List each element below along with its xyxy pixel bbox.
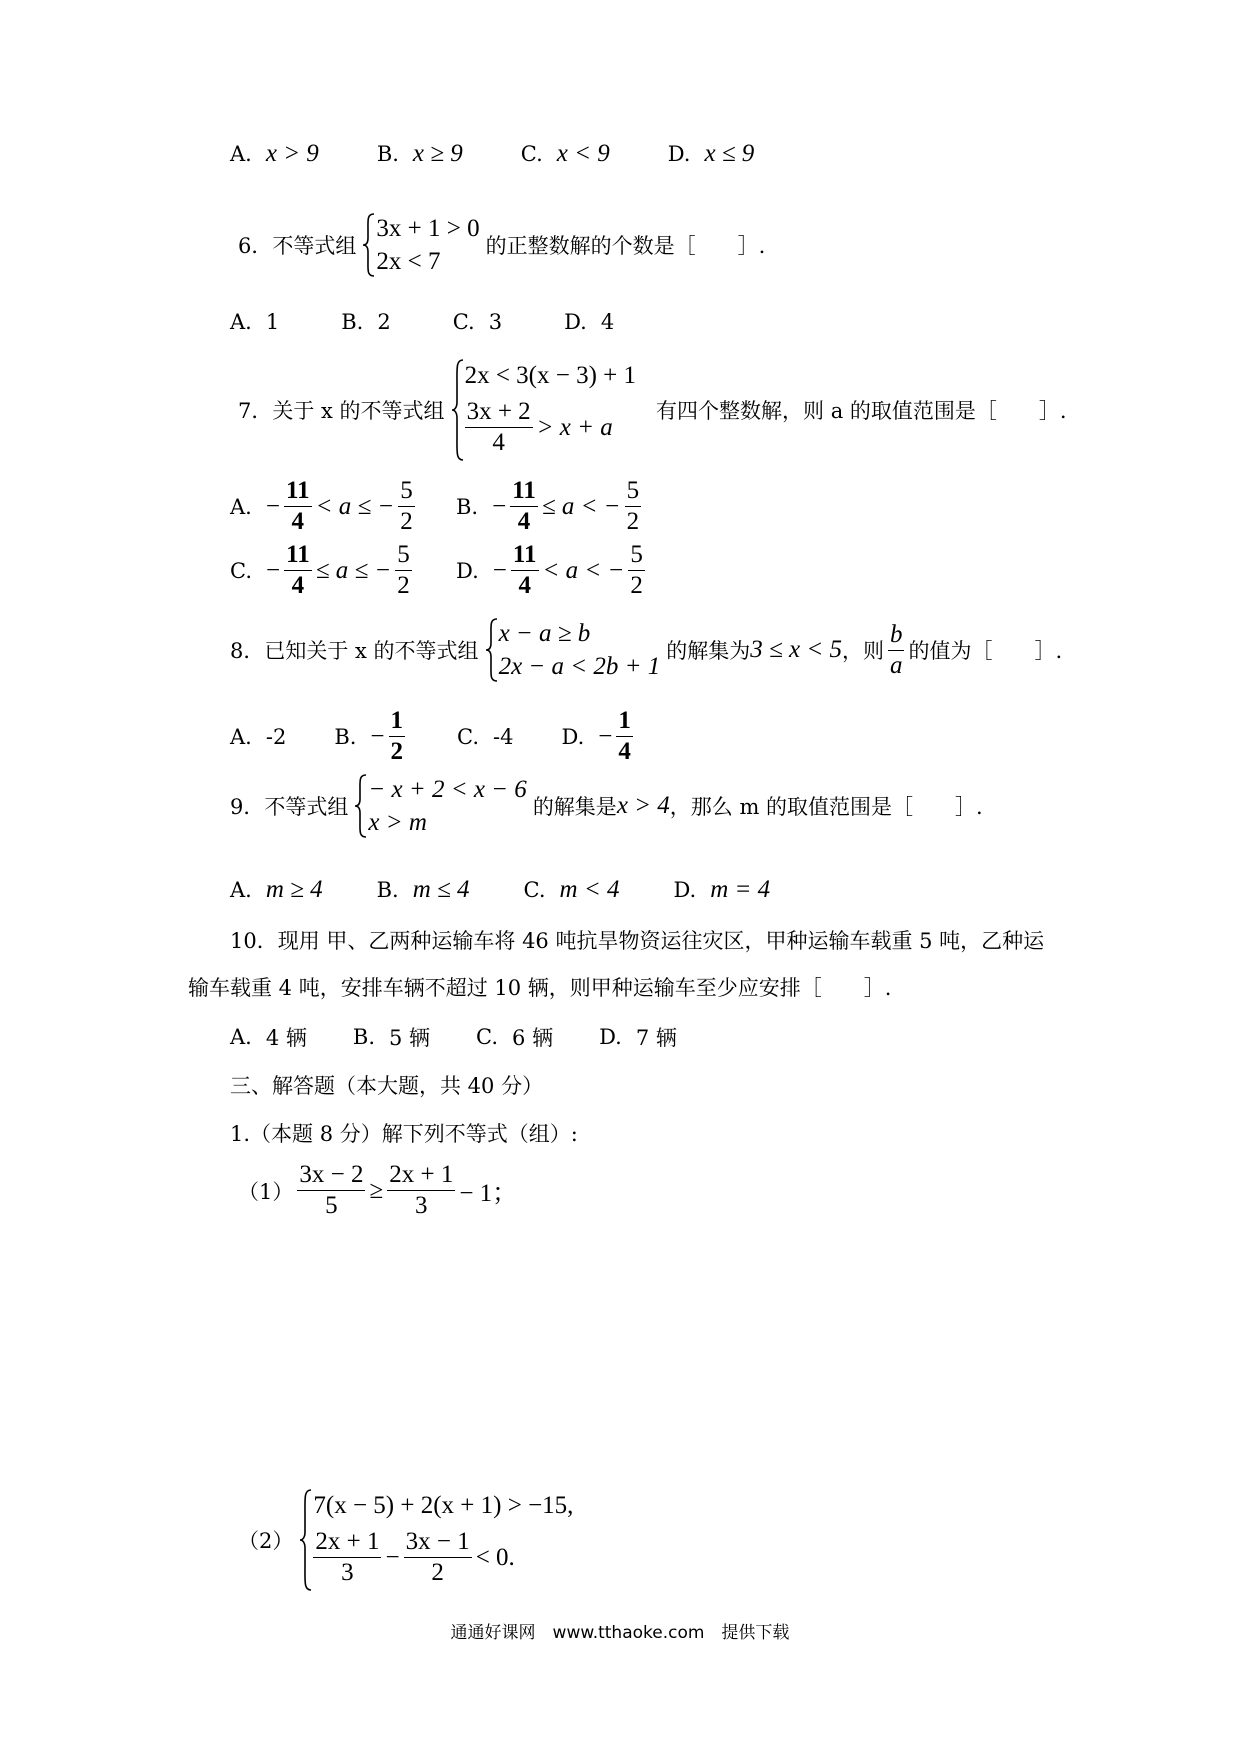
q10-option-a: A. 4 辆: [230, 1025, 307, 1050]
left-brace-icon: [485, 617, 499, 683]
q9-option-c: C. m < 4: [523, 876, 620, 903]
q10-line-2: 输车载重 4 吨，安排车辆不超过 10 辆，则甲种运输车至少应安排［ ］.: [188, 976, 892, 1000]
q6-options: [230, 310, 672, 334]
left-brace-icon: [362, 212, 376, 278]
p1-sub2-row-2: $\frac{2x + 1}{3}$ − $\frac{3x - 1}{2}$ < 0.: [315, 1528, 515, 1587]
q8-option-c: C. -4: [457, 724, 514, 749]
q9-option-d: D. m = 4: [673, 876, 771, 903]
q6-row-1: 3x + 1 > 0: [376, 214, 480, 242]
q6-option-c: C. 3: [452, 310, 503, 334]
q7-option-b: B. − $\frac{11}{4}$ ≤ a < − $\frac{5}{2}$: [456, 477, 640, 535]
q10-option-b: B. 5 辆: [352, 1025, 431, 1050]
q5-options: [230, 140, 812, 168]
q6-system: [362, 212, 479, 278]
q7-prefix: 7．关于 x 的不等式组: [238, 399, 445, 423]
q8-option-d: D. − $\frac{1}{4}$: [561, 707, 631, 765]
question-8: [230, 617, 1062, 683]
q9-option-a: A. m ≥ 4: [230, 876, 323, 903]
q6-prefix: 6．不等式组: [238, 234, 357, 258]
q7-system: [451, 358, 636, 462]
q8-condition: 3 ≤ x < 5: [750, 636, 842, 663]
p1-sub2-row-1: 7(x − 5) + 2(x + 1) > −15,: [313, 1491, 574, 1519]
q8-row-1: x − a ≥ b: [498, 619, 591, 647]
q8-system: [485, 617, 661, 683]
q6-option-b: B. 2: [341, 310, 391, 334]
q6-suffix: 的正整数解的个数是［ ］.: [485, 234, 766, 258]
q6-row-2: 2x < 7: [376, 247, 441, 275]
q10-option-c: C. 6 辆: [476, 1025, 554, 1050]
q5-option-a: A. x > 9: [230, 140, 319, 167]
q7-option-c: C. − $\frac{11}{4}$ ≤ a ≤ − $\frac{5}{2}$: [230, 541, 410, 599]
problem-1-part-1: （1） $\frac{3x - 2}{5}$ ≥ $\frac{2x + 1}{3}$ − 1；: [238, 1161, 518, 1219]
q7-suffix: 有四个整数解，则 a 的取值范围是［ ］.: [656, 399, 1067, 423]
question-7: [238, 358, 1067, 462]
q9-system: [354, 773, 526, 839]
q7-row-1: 2x < 3(x − 3) + 1: [464, 361, 637, 389]
problem-1-title: 1.（本题 8 分）解下列不等式（组）:: [230, 1122, 578, 1146]
q6-option-a: A. 1: [230, 310, 280, 334]
q9-condition: x > 4: [616, 792, 670, 819]
q9-row-2: x > m: [368, 808, 427, 836]
problem-1-part-2: （2） 7(x − 5) + 2(x + 1) > −15, $\frac{2x + 1}{3}$ − $\frac{3x - 1}{2}$ < 0.: [238, 1488, 579, 1592]
q10-line-1: 10．现用 甲、乙两种运输车将 46 吨抗旱物资运往灾区，甲种运输车载重 5 吨，乙种运: [230, 929, 1045, 953]
q8-prefix: 8．已知关于 x 的不等式组: [230, 639, 479, 663]
q9-suffix: ，那么 m 的取值范围是［ ］.: [669, 795, 983, 819]
q8-mid: 的解集为: [666, 639, 751, 663]
q5-option-d: D. x ≤ 9: [667, 140, 755, 167]
q9-option-b: B. m ≤ 4: [376, 876, 470, 903]
q5-option-c: C. x < 9: [520, 140, 610, 167]
q7-row-2: $\frac{3x + 2}{4}$ > x + a: [466, 398, 613, 457]
q7-option-d: D. − $\frac{11}{4}$ < a < − $\frac{5}{2}$: [456, 541, 643, 599]
q9-prefix: 9．不等式组: [230, 795, 349, 819]
q8-suffix: 的值为［ ］.: [908, 639, 1063, 663]
q6-option-d: D. 4: [564, 310, 615, 334]
q9-row-1: − x + 2 < x − 6: [368, 775, 527, 803]
left-brace-icon: [354, 773, 368, 839]
left-brace-icon: [299, 1488, 313, 1592]
q7-option-a: A. − $\frac{11}{4}$ < a ≤ − $\frac{5}{2}$: [230, 477, 413, 535]
q10-options: [230, 1022, 735, 1052]
question-9: [230, 773, 983, 839]
q8-option-b: B. − $\frac{1}{2}$: [334, 707, 404, 765]
q10-option-d: D. 7 辆: [599, 1025, 677, 1050]
page-footer: 通通好课网 www.tthaoke.com 提供下载: [450, 1623, 790, 1643]
q9-options: [230, 876, 828, 904]
section-3-heading: 三、解答题（本大题，共 40 分）: [230, 1074, 544, 1098]
q8-fraction: $\frac{b}{a}$: [889, 620, 903, 679]
q8-row-2: 2x − a < 2b + 1: [498, 652, 661, 680]
q8-then: ，则: [841, 639, 884, 663]
left-brace-icon: [451, 358, 465, 462]
q5-option-b: B. x ≥ 9: [376, 140, 463, 167]
question-6: [238, 212, 765, 278]
q9-mid: 的解集是: [532, 795, 617, 819]
q8-options: [230, 706, 695, 767]
q8-option-a: A. -2: [230, 724, 287, 749]
